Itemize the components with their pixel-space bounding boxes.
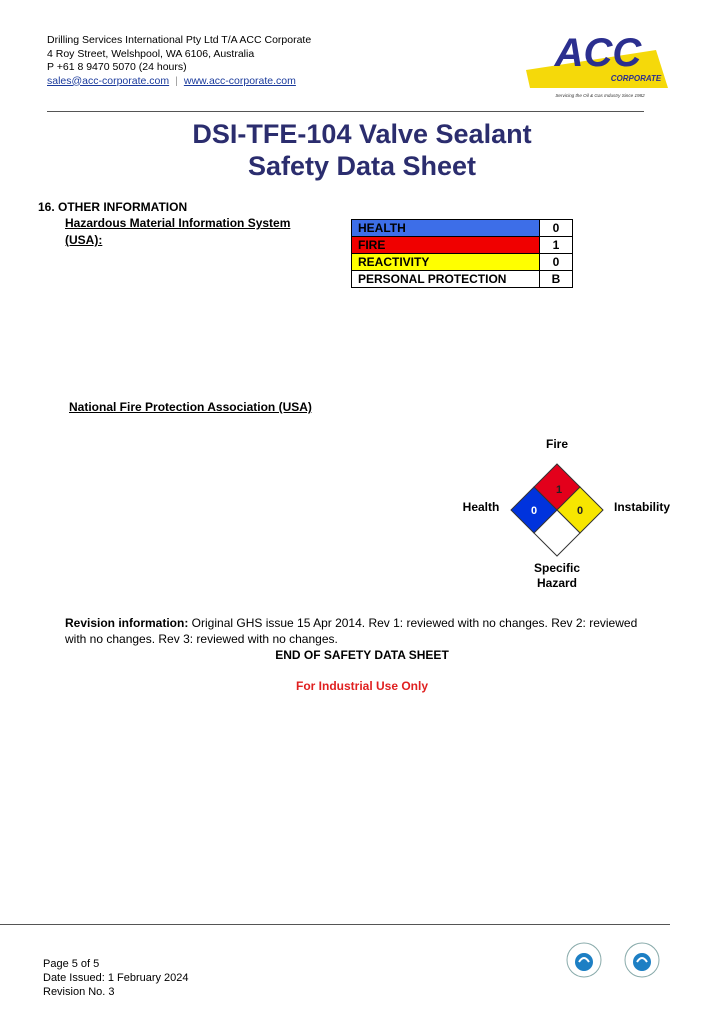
revision-text: Original GHS issue 15 Apr 2014. Rev 1: reviewed with no changes. Rev 2: reviewed with no changes. Rev 3: reviewed with no changes. xyxy=(65,616,638,646)
end-of-sheet: END OF SAFETY DATA SHEET xyxy=(275,648,449,662)
acc-logo xyxy=(518,30,670,100)
header-divider xyxy=(47,111,644,112)
iso-45001-badge-icon xyxy=(621,938,663,980)
company-info: Drilling Services International Pty Ltd T/A ACC Corporate 4 Roy Street, Welshpool, WA 6106, Australia P +61 8 9470 5070 (24 hours) sales@acc-corporate.com | www.acc-corporate.com xyxy=(47,34,312,87)
email-link[interactable]: sales@acc-corporate.com xyxy=(47,74,170,87)
nfpa-label: National Fire Protection Association (USA) xyxy=(69,400,312,414)
page-title xyxy=(0,118,724,182)
revision-info xyxy=(65,615,645,647)
hmis-row xyxy=(352,254,573,271)
hmis-value-cell: 0 xyxy=(540,254,573,271)
hmis-label: Hazardous Material Information System (USA): xyxy=(65,216,291,247)
nfpa-fire-label: Fire xyxy=(545,437,569,451)
website-link[interactable]: www.acc-corporate.com xyxy=(183,74,296,87)
title-line-1: DSI-TFE-104 Valve Sealant xyxy=(192,119,532,149)
title-line-2: Safety Data Sheet xyxy=(247,151,477,181)
nfpa-diamond xyxy=(455,432,680,597)
industrial-use-notice: For Industrial Use Only xyxy=(295,679,429,693)
nfpa-specific-label-1: Specific xyxy=(533,561,581,575)
company-address: 4 Roy Street, Welshpool, WA 6106, Australia xyxy=(47,47,255,60)
page-number: Page 5 of 5 xyxy=(43,958,100,970)
hmis-row xyxy=(352,220,573,237)
revision-number: Revision No. 3 xyxy=(43,986,115,998)
nfpa-instability-label: Instability xyxy=(613,500,671,514)
footer-divider xyxy=(0,924,670,925)
section-heading: 16. OTHER INFORMATION xyxy=(38,200,188,214)
company-name: Drilling Services International Pty Ltd T/A ACC Corporate xyxy=(47,34,312,46)
hmis-value-cell: 0 xyxy=(540,220,573,237)
hmis-label-cell: PERSONAL PROTECTION xyxy=(352,271,540,288)
hmis-value-cell: 1 xyxy=(540,237,573,254)
nfpa-health-value: 0 xyxy=(530,505,538,517)
revision-label: Revision information: xyxy=(65,616,189,630)
logo-main-text: ACC xyxy=(554,31,642,75)
nfpa-health-label: Health xyxy=(462,500,500,514)
logo-tagline: Servicing the Oil & Gas Industry Since 1982 xyxy=(555,93,645,98)
nfpa-specific-label-2: Hazard xyxy=(536,576,578,590)
footer-info xyxy=(43,957,189,999)
iso-9001-badge-icon xyxy=(563,938,605,980)
nfpa-instability-value: 0 xyxy=(576,505,584,517)
hmis-row xyxy=(352,237,573,254)
date-issued: Date Issued: 1 February 2024 xyxy=(43,972,189,984)
logo-sub-text: CORPORATE xyxy=(610,74,662,83)
company-phone: P +61 8 9470 5070 (24 hours) xyxy=(47,61,187,73)
hmis-label-cell: HEALTH xyxy=(352,220,540,237)
hmis-table xyxy=(351,219,573,288)
hmis-label-cell: REACTIVITY xyxy=(352,254,540,271)
nfpa-fire-value: 1 xyxy=(555,484,563,496)
hmis-row xyxy=(352,271,573,288)
hmis-value-cell: B xyxy=(540,271,573,288)
hmis-label-cell: FIRE xyxy=(352,237,540,254)
